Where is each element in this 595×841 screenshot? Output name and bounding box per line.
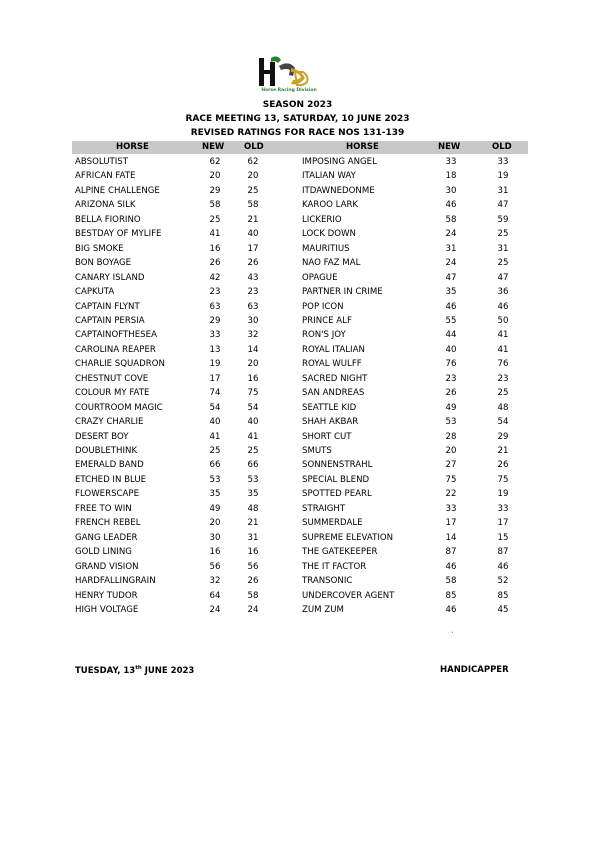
new-rating: 46 [445, 604, 457, 615]
new-rating: 17 [209, 373, 221, 384]
horse-name: THE GATEKEEPER [302, 547, 378, 558]
old-rating: 56 [247, 561, 259, 572]
old-rating: 52 [497, 576, 509, 587]
horse-name: PARTNER IN CRIME [302, 287, 383, 298]
new-rating: 35 [209, 489, 221, 500]
old-rating: 21 [247, 518, 259, 529]
table-row [0, 157, 595, 171]
logo-caption: Horse Racing Division [261, 88, 317, 93]
horse-name: IMPOSING ANGEL [302, 157, 377, 167]
column-header [72, 141, 528, 154]
new-rating: 35 [445, 287, 457, 298]
old-rating: 41 [247, 431, 259, 442]
horse-name: PRINCE ALF [302, 315, 352, 326]
new-rating: 58 [209, 200, 221, 211]
horse-name: CANARY ISLAND [75, 272, 145, 283]
col-old-right: OLD [492, 142, 512, 152]
horse-name: COLOUR MY FATE [75, 388, 150, 399]
horse-name: GRAND VISION [75, 561, 139, 572]
old-rating: 36 [497, 287, 509, 298]
table-row [0, 200, 595, 214]
old-rating: 15 [497, 532, 509, 543]
old-rating: 48 [497, 402, 509, 413]
old-rating: 58 [247, 200, 259, 211]
horse-name: ETCHED IN BLUE [75, 474, 147, 485]
new-rating: 13 [209, 344, 221, 355]
new-rating: 49 [209, 503, 221, 514]
horse-name: SPOTTED PEARL [302, 489, 372, 500]
table-row [0, 518, 595, 532]
old-rating: 26 [497, 460, 509, 471]
horse-name: HIGH VOLTAGE [75, 604, 139, 615]
horse-name: CAROLINA REAPER [75, 344, 156, 355]
horse-name: SONNENSTRAHL [302, 460, 373, 471]
old-rating: 50 [497, 315, 509, 326]
table-row [0, 417, 595, 431]
new-rating: 20 [209, 518, 221, 529]
col-old-left: OLD [244, 142, 264, 152]
old-rating: 17 [247, 243, 259, 254]
old-rating: 23 [497, 373, 509, 384]
old-rating: 30 [247, 315, 259, 326]
new-rating: 44 [445, 330, 457, 341]
new-rating: 30 [209, 532, 221, 543]
col-horse-left: HORSE [116, 142, 149, 152]
horse-name: FLOWERSCAPE [75, 489, 140, 500]
footer-date-suffix: JUNE 2023 [141, 665, 195, 676]
new-rating: 42 [209, 272, 221, 283]
horse-name: RON'S JOY [302, 330, 346, 341]
old-rating: 53 [247, 474, 259, 485]
new-rating: 46 [445, 200, 457, 211]
table-row [0, 605, 595, 619]
new-rating: 46 [445, 301, 457, 312]
new-rating: 40 [209, 417, 221, 428]
old-rating: 14 [247, 344, 259, 355]
horse-name: SAN ANDREAS [302, 388, 365, 399]
table-row [0, 171, 595, 185]
new-rating: 33 [209, 330, 221, 341]
horse-name: SUPREME ELEVATION [302, 532, 394, 543]
horse-name: KAROO LARK [302, 200, 359, 211]
new-rating: 20 [209, 171, 221, 182]
old-rating: 25 [247, 446, 259, 456]
footer-date [75, 665, 194, 676]
table-row [0, 504, 595, 518]
table-row [0, 576, 595, 590]
new-rating: 54 [209, 402, 221, 413]
old-rating: 62 [247, 157, 259, 167]
new-rating: 20 [445, 446, 457, 456]
new-rating: 53 [445, 417, 457, 428]
new-rating: 55 [445, 315, 457, 326]
horse-name: CAPTAIN FLYNT [75, 301, 140, 312]
new-rating: 40 [445, 344, 457, 355]
table-row [0, 186, 595, 200]
old-rating: 46 [497, 301, 509, 312]
new-rating: 49 [445, 402, 457, 413]
old-rating: 48 [247, 503, 259, 514]
old-rating: 31 [497, 185, 509, 196]
horse-name: DOUBLETHINK [75, 446, 138, 456]
table-row [0, 345, 595, 359]
horse-name: ABSOLUTIST [75, 157, 128, 167]
new-rating: 62 [209, 157, 221, 167]
new-rating: 26 [209, 258, 221, 269]
new-rating: 24 [445, 258, 457, 269]
new-rating: 87 [445, 547, 457, 558]
table-row [0, 273, 595, 287]
new-rating: 85 [445, 590, 457, 601]
new-rating: 32 [209, 576, 221, 587]
old-rating: 20 [247, 359, 259, 370]
footer-signature: HANDICAPPER [440, 665, 509, 675]
horse-name: BON BOYAGE [75, 258, 132, 269]
new-rating: 75 [445, 474, 457, 485]
table-row [0, 489, 595, 503]
table-row [0, 359, 595, 373]
horse-name: MAURITIUS [302, 243, 350, 254]
horse-name: SHAH AKBAR [302, 417, 359, 428]
horse-name: ITDAWNEDONME [302, 185, 375, 196]
old-rating: 26 [247, 258, 259, 269]
table-row [0, 475, 595, 489]
old-rating: 75 [247, 388, 259, 399]
horse-name: EMERALD BAND [75, 460, 144, 471]
old-rating: 31 [247, 532, 259, 543]
horse-name: CHESTNUT COVE [75, 373, 149, 384]
new-rating: 30 [445, 185, 457, 196]
horse-name: SEATTLE KID [302, 402, 357, 413]
horse-name: ARIZONA SILK [75, 200, 136, 211]
horse-name: BIG SMOKE [75, 243, 124, 254]
horse-name: DESERT BOY [75, 431, 129, 442]
horse-name: FREE TO WIN [75, 503, 132, 514]
old-rating: 26 [247, 576, 259, 587]
table-row [0, 460, 595, 474]
old-rating: 45 [497, 604, 509, 615]
horse-name: BELLA FIORINO [75, 214, 141, 225]
table-row [0, 302, 595, 316]
new-rating: 23 [445, 373, 457, 384]
table-row [0, 562, 595, 576]
stray-mark: ` [451, 632, 454, 639]
horse-name: NAO FAZ MAL [302, 258, 361, 269]
old-rating: 47 [497, 272, 509, 283]
old-rating: 40 [247, 229, 259, 240]
old-rating: 41 [497, 330, 509, 341]
new-rating: 33 [445, 503, 457, 514]
old-rating: 59 [497, 214, 509, 225]
old-rating: 32 [247, 330, 259, 341]
horse-name: CAPTAIN PERSIA [75, 315, 145, 326]
new-rating: 28 [445, 431, 457, 442]
new-rating: 33 [445, 157, 457, 167]
table-row [0, 591, 595, 605]
old-rating: 16 [247, 547, 259, 558]
old-rating: 25 [247, 185, 259, 196]
horse-name: SMUTS [302, 446, 332, 456]
old-rating: 46 [497, 561, 509, 572]
new-rating: 29 [209, 315, 221, 326]
horse-name: THE IT FACTOR [302, 561, 367, 572]
season-title: SEASON 2023 [262, 100, 333, 110]
old-rating: 40 [247, 417, 259, 428]
old-rating: 19 [497, 489, 509, 500]
horse-name: ZUM ZUM [302, 604, 344, 615]
horse-name: GOLD LINING [75, 547, 132, 558]
horse-name: STRAIGHT [302, 503, 346, 514]
old-rating: 63 [247, 301, 259, 312]
horse-name: OPAGUE [302, 272, 338, 283]
table-row [0, 316, 595, 330]
horse-name: CAPTAINOFTHESEA [75, 330, 157, 341]
horse-name: LICKERIO [302, 214, 342, 225]
new-rating: 24 [209, 604, 221, 615]
table-row [0, 403, 595, 417]
old-rating: 54 [247, 402, 259, 413]
horse-name: UNDERCOVER AGENT [302, 590, 395, 601]
new-rating: 22 [445, 489, 457, 500]
horse-name: LOCK DOWN [302, 229, 356, 240]
new-rating: 29 [209, 185, 221, 196]
horse-name: POP ICON [302, 301, 344, 312]
new-rating: 63 [209, 301, 221, 312]
old-rating: 54 [497, 417, 509, 428]
old-rating: 87 [497, 547, 509, 558]
old-rating: 19 [497, 171, 509, 182]
horse-name: CRAZY CHARLIE [75, 417, 144, 428]
new-rating: 66 [209, 460, 221, 471]
new-rating: 56 [209, 561, 221, 572]
col-horse-right: HORSE [346, 142, 379, 152]
new-rating: 18 [445, 171, 457, 182]
horse-name: HARDFALLINGRAIN [75, 576, 156, 587]
new-rating: 74 [209, 388, 221, 399]
new-rating: 25 [209, 446, 221, 456]
old-rating: 58 [247, 590, 259, 601]
new-rating: 25 [209, 214, 221, 225]
old-rating: 33 [497, 503, 509, 514]
col-new-left: NEW [202, 142, 225, 152]
footer-date-prefix: TUESDAY, 13 [75, 665, 136, 676]
horse-name: CAPKUTA [75, 287, 115, 298]
old-rating: 21 [497, 446, 509, 456]
horse-name: SPECIAL BLEND [302, 474, 370, 485]
horse-name: GANG LEADER [75, 532, 138, 543]
horse-name: ITALIAN WAY [302, 171, 356, 182]
new-rating: 41 [209, 229, 221, 240]
new-rating: 47 [445, 272, 457, 283]
old-rating: 31 [497, 243, 509, 254]
new-rating: 58 [445, 576, 457, 587]
old-rating: 16 [247, 373, 259, 384]
table-row [0, 215, 595, 229]
old-rating: 25 [497, 229, 509, 240]
table-row [0, 244, 595, 258]
table-row [0, 446, 595, 460]
old-rating: 23 [247, 287, 259, 298]
new-rating: 31 [445, 243, 457, 254]
old-rating: 47 [497, 200, 509, 211]
old-rating: 29 [497, 431, 509, 442]
horse-name: TRANSONIC [302, 576, 353, 587]
old-rating: 24 [247, 604, 259, 615]
horse-name: COURTROOM MAGIC [75, 402, 163, 413]
new-rating: 24 [445, 229, 457, 240]
old-rating: 76 [497, 359, 509, 370]
table-row [0, 330, 595, 344]
horse-name: FRENCH REBEL [75, 518, 141, 529]
table-row [0, 533, 595, 547]
old-rating: 43 [247, 272, 259, 283]
horse-name: AFRICAN FATE [75, 171, 136, 182]
new-rating: 53 [209, 474, 221, 485]
new-rating: 27 [445, 460, 457, 471]
horse-name: BESTDAY OF MYLIFE [75, 229, 162, 240]
horse-name: HENRY TUDOR [75, 590, 138, 601]
new-rating: 17 [445, 518, 457, 529]
new-rating: 46 [445, 561, 457, 572]
horse-name: ROYAL ITALIAN [302, 344, 365, 355]
new-rating: 58 [445, 214, 457, 225]
old-rating: 20 [247, 171, 259, 182]
new-rating: 23 [209, 287, 221, 298]
old-rating: 75 [497, 474, 509, 485]
ratings-subtitle: REVISED RATINGS FOR RACE NOS 131-139 [190, 128, 405, 138]
old-rating: 33 [497, 157, 509, 167]
table-row [0, 258, 595, 272]
old-rating: 21 [247, 214, 259, 225]
col-new-right: NEW [438, 142, 461, 152]
new-rating: 19 [209, 359, 221, 370]
table-row [0, 547, 595, 561]
new-rating: 76 [445, 359, 457, 370]
old-rating: 25 [497, 388, 509, 399]
old-rating: 25 [497, 258, 509, 269]
old-rating: 41 [497, 344, 509, 355]
horse-name: SHORT CUT [302, 431, 352, 442]
horse-name: SACRED NIGHT [302, 373, 368, 384]
table-row [0, 374, 595, 388]
old-rating: 35 [247, 489, 259, 500]
horse-name: SUMMERDALE [302, 518, 363, 529]
old-rating: 85 [497, 590, 509, 601]
table-row [0, 229, 595, 243]
meeting-title: RACE MEETING 13, SATURDAY, 10 JUNE 2023 [185, 114, 410, 124]
footer-date-sup: th [135, 665, 142, 671]
horse-name: ROYAL WULFF [302, 359, 362, 370]
new-rating: 64 [209, 590, 221, 601]
horse-name: ALPINE CHALLENGE [75, 185, 160, 196]
table-row [0, 388, 595, 402]
new-rating: 26 [445, 388, 457, 399]
new-rating: 41 [209, 431, 221, 442]
old-rating: 17 [497, 518, 509, 529]
new-rating: 14 [445, 532, 457, 543]
horse-name: CHARLIE SQUADRON [75, 359, 165, 370]
old-rating: 66 [247, 460, 259, 471]
table-row [0, 432, 595, 446]
table-row [0, 287, 595, 301]
new-rating: 16 [209, 547, 221, 558]
new-rating: 16 [209, 243, 221, 254]
